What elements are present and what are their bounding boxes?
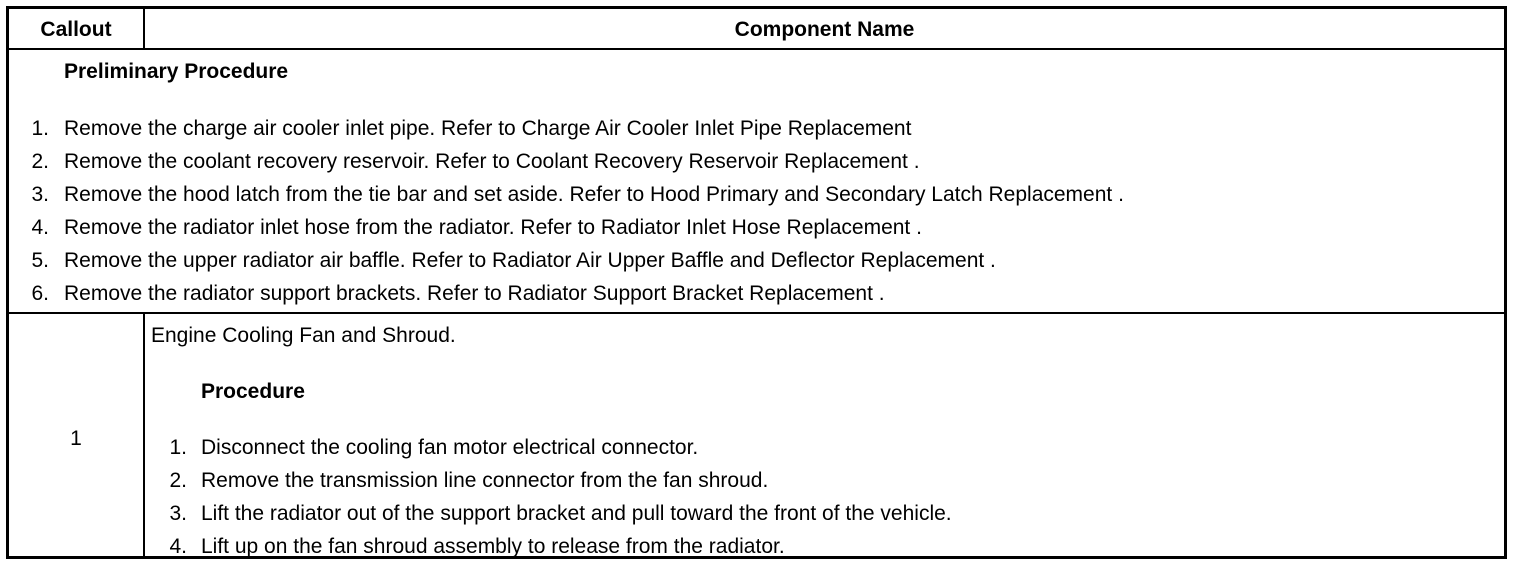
step-text: Remove the coolant recovery reservoir. Refer to Coolant Recovery Reservoir Replacement . <box>64 150 920 173</box>
step-text: Remove the upper radiator air baffle. Refer to Radiator Air Upper Baffle and Deflector Replacement . <box>64 249 996 272</box>
step-number: 1. <box>31 117 49 140</box>
component-name-cell <box>145 314 1504 556</box>
callout-cell <box>9 314 145 556</box>
step-text: Remove the radiator inlet hose from the radiator. Refer to Radiator Inlet Hose Replacement . <box>64 216 922 239</box>
preliminary-procedure-row <box>9 50 1504 314</box>
step-number: 2. <box>169 469 187 492</box>
step-text: Remove the charge air cooler inlet pipe. Refer to Charge Air Cooler Inlet Pipe Replacement <box>64 117 912 140</box>
step-text: Remove the transmission line connector from the fan shroud. <box>201 469 769 492</box>
table-row <box>9 314 1504 556</box>
table-header-row <box>9 9 1504 50</box>
callout-number: 1 <box>70 427 82 450</box>
list-item <box>145 464 1445 497</box>
step-text: Lift up on the fan shroud assembly to release from the radiator. <box>201 535 785 558</box>
component-table <box>6 6 1507 559</box>
step-text: Remove the radiator support brackets. Refer to Radiator Support Bracket Replacement . <box>64 282 885 305</box>
list-item <box>145 431 1445 464</box>
list-item <box>145 530 1445 563</box>
step-number: 1. <box>169 436 187 459</box>
step-number: 4. <box>31 216 49 239</box>
step-text: Remove the hood latch from the tie bar and set aside. Refer to Hood Primary and Secondary Latch Replacement . <box>64 183 1124 206</box>
component-name: Engine Cooling Fan and Shroud. <box>151 324 456 347</box>
procedure-steps-list <box>145 431 1445 563</box>
step-number: 3. <box>169 502 187 525</box>
procedure-title: Procedure <box>201 380 305 403</box>
step-number: 3. <box>31 183 49 206</box>
list-item <box>145 497 1445 530</box>
step-text: Lift the radiator out of the support bracket and pull toward the front of the vehicle. <box>201 502 952 525</box>
step-number: 2. <box>31 150 49 173</box>
step-number: 6. <box>31 282 49 305</box>
step-number: 5. <box>31 249 49 272</box>
step-text: Disconnect the cooling fan motor electrical connector. <box>201 436 699 459</box>
preliminary-procedure-title: Preliminary Procedure <box>64 60 289 83</box>
step-number: 4. <box>169 535 187 558</box>
component-name-column-header: Component Name <box>734 18 915 41</box>
callout-column-header: Callout <box>9 9 145 48</box>
